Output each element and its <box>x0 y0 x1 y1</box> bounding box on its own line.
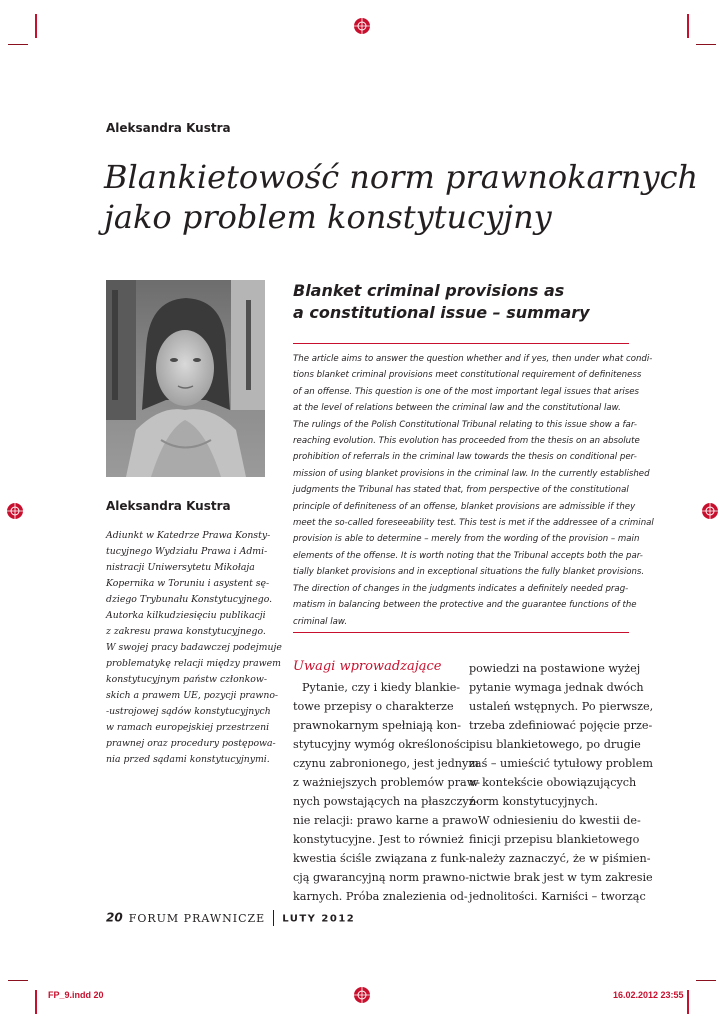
bio-line: prawnej oraz procedury postępowa- <box>106 738 276 749</box>
body-line: nie relacji: prawo karne a prawo <box>293 814 478 827</box>
body-line: karnych. Próba znalezienia od- <box>293 890 468 903</box>
magazine-name: FORUM PRAWNICZE <box>128 911 266 925</box>
page-number: 20 <box>106 910 123 925</box>
summary-bottom-rule <box>293 632 629 633</box>
body-line: pytanie wymaga jednak dwóch <box>469 681 644 694</box>
body-line: zaś – umieścić tytułowy problem <box>469 757 653 770</box>
author-bio <box>106 528 282 768</box>
body-line: W odniesieniu do kwestii de- <box>478 814 641 827</box>
footer-divider <box>273 910 274 926</box>
crop-mark-top-left-h <box>8 44 28 45</box>
body-column-2 <box>469 659 654 906</box>
body-line: Pytanie, czy i kiedy blankie- <box>302 681 461 694</box>
body-line: ustaleń wstępnych. Po pierwsze, <box>469 700 654 713</box>
body-line: z ważniejszych problemów praw- <box>293 776 481 789</box>
abstract-line: The article aims to answer the question whether and if yes, then under what condi- <box>293 354 653 364</box>
body-line: powiedzi na postawione wyżej <box>469 662 641 675</box>
abstract-line: reaching evolution. This evolution has proceeded from the thesis on an absolute <box>293 436 640 447</box>
abstract-line: elements of the offense. It is worth noting that the Tribunal accepts both the par- <box>293 550 643 561</box>
title-line-1: Blankietowość norm prawnokarnych <box>104 158 699 196</box>
title-line-2: jako problem konstytucyjny <box>104 198 552 236</box>
body-line: konstytucyjne. Jest to również <box>293 833 464 846</box>
article-title <box>104 157 704 237</box>
crop-mark-top-right <box>687 14 689 38</box>
body-line: trzeba zdefiniować pojęcie prze- <box>469 719 653 732</box>
crop-mark-bottom-left-h <box>8 980 28 981</box>
abstract-line: tions blanket criminal provisions meet constitutional requirement of definiteness <box>293 370 642 381</box>
abstract-line: principle of definiteness of an offense, blanket provisions are admissible if they <box>293 501 636 512</box>
bio-line: W swojej pracy badawczej podejmuje <box>106 642 282 653</box>
abstract-line: of an offense. This question is one of the most important legal issues that arises <box>293 386 640 397</box>
abstract-line: tially blanket provisions and in exceptional situations the fully blanket provisions. <box>293 567 645 578</box>
bio-line: Adiunkt w Katedrze Prawa Konsty- <box>106 530 271 541</box>
crop-mark-bottom-right-h <box>696 980 716 981</box>
body-line: jednolitości. Karniści – tworząc <box>469 890 646 903</box>
body-column-1 <box>293 678 481 906</box>
slug-timestamp: 16.02.2012 23:55 <box>613 990 684 1000</box>
body-line: pisu blankietowego, po drugie <box>469 738 641 751</box>
abstract-line: provision is able to determine – merely from the wording of the provision – main <box>293 534 640 545</box>
body-line: stytucyjny wymóg określoności <box>293 738 470 751</box>
summary-top-rule <box>293 343 629 344</box>
body-line: cją gwarancyjną norm prawno- <box>293 871 470 884</box>
bio-line: konstytucyjnym państw członkow- <box>106 674 267 685</box>
registration-mark-top-icon <box>353 17 371 35</box>
article-author: Aleksandra Kustra <box>106 121 231 135</box>
crop-mark-top-right-h <box>696 44 716 45</box>
bio-line: skich a prawem UE, pozycji prawno- <box>106 690 279 701</box>
body-line: finicji przepisu blankietowego <box>469 833 640 846</box>
registration-mark-bottom-icon <box>353 986 371 1004</box>
body-line: nictwie brak jest w tym zakresie <box>469 871 653 884</box>
abstract-line: meet the so-called foreseeability test. This test is met if the addressee of a criminal <box>293 518 654 529</box>
summary-title-line-2: a constitutional issue – summary <box>293 303 590 322</box>
summary-abstract <box>293 351 654 630</box>
bio-line: tucyjnego Wydziału Prawa i Admi- <box>106 546 268 557</box>
crop-mark-bottom-left <box>35 990 37 1014</box>
body-line: norm konstytucyjnych. <box>469 795 599 808</box>
summary-title <box>293 280 590 324</box>
summary-title-line-1: Blanket criminal provisions as <box>293 281 565 300</box>
page-footer <box>106 910 355 926</box>
bio-line: w ramach europejskiej przestrzeni <box>106 722 270 733</box>
bio-line: Kopernika w Toruniu i asystent sę- <box>106 578 270 589</box>
bio-line: nistracji Uniwersytetu Mikołaja <box>106 562 255 573</box>
section-heading: Uwagi wprowadzające <box>293 659 442 674</box>
bio-line: Autorka kilkudziesięciu publikacji <box>106 610 266 621</box>
crop-mark-top-left <box>35 14 37 38</box>
body-line: prawnokarnym spełniają kon- <box>293 719 461 732</box>
bio-line: dziego Trybunału Konstytucyjnego. <box>106 594 273 605</box>
bio-line: z zakresu prawa konstytucyjnego. <box>106 626 266 637</box>
body-line: w kontekście obowiązujących <box>469 776 637 789</box>
abstract-line: matism in balancing between the protective and the guarantee functions of the <box>293 600 637 611</box>
body-line: towe przepisy o charakterze <box>293 700 454 713</box>
slug-file: FP_9.indd 20 <box>48 990 104 1000</box>
registration-mark-right-icon <box>701 502 719 520</box>
abstract-line: prohibition of referrals in the criminal law towards the thesis on conditional per- <box>293 452 637 463</box>
bio-line: nia przed sądami konstytucyjnymi. <box>106 754 270 765</box>
abstract-line: judgments the Tribunal has stated that, from perspective of the constitutional <box>293 485 629 496</box>
abstract-line: The direction of changes in the judgments indicates a definitely needed prag- <box>293 583 629 594</box>
abstract-line: at the level of relations between the criminal law and the constitutional law. <box>293 403 621 414</box>
crop-mark-bottom-right <box>687 990 689 1014</box>
abstract-line: mission of using blanket provisions in the criminal law. In the currently established <box>293 468 650 479</box>
abstract-line: criminal law. <box>293 616 348 627</box>
body-line: czynu zabronionego, jest jednym <box>293 757 479 770</box>
issue-date: LUTY 2012 <box>282 913 356 925</box>
body-line: kwestia ściśle związana z funk- <box>293 852 470 865</box>
body-line: należy zaznaczyć, że w piśmien- <box>469 852 651 865</box>
author-photo <box>106 280 265 477</box>
sidebar-author-name: Aleksandra Kustra <box>106 499 231 513</box>
bio-line: -ustrojowej sądów konstytucyjnych <box>106 706 271 717</box>
registration-mark-left-icon <box>6 502 24 520</box>
abstract-line: The rulings of the Polish Constitutional Tribunal relating to this issue show a far- <box>293 419 637 430</box>
body-line: nych powstających na płaszczyź- <box>293 795 479 808</box>
bio-line: problematykę relacji między prawem <box>106 658 281 669</box>
